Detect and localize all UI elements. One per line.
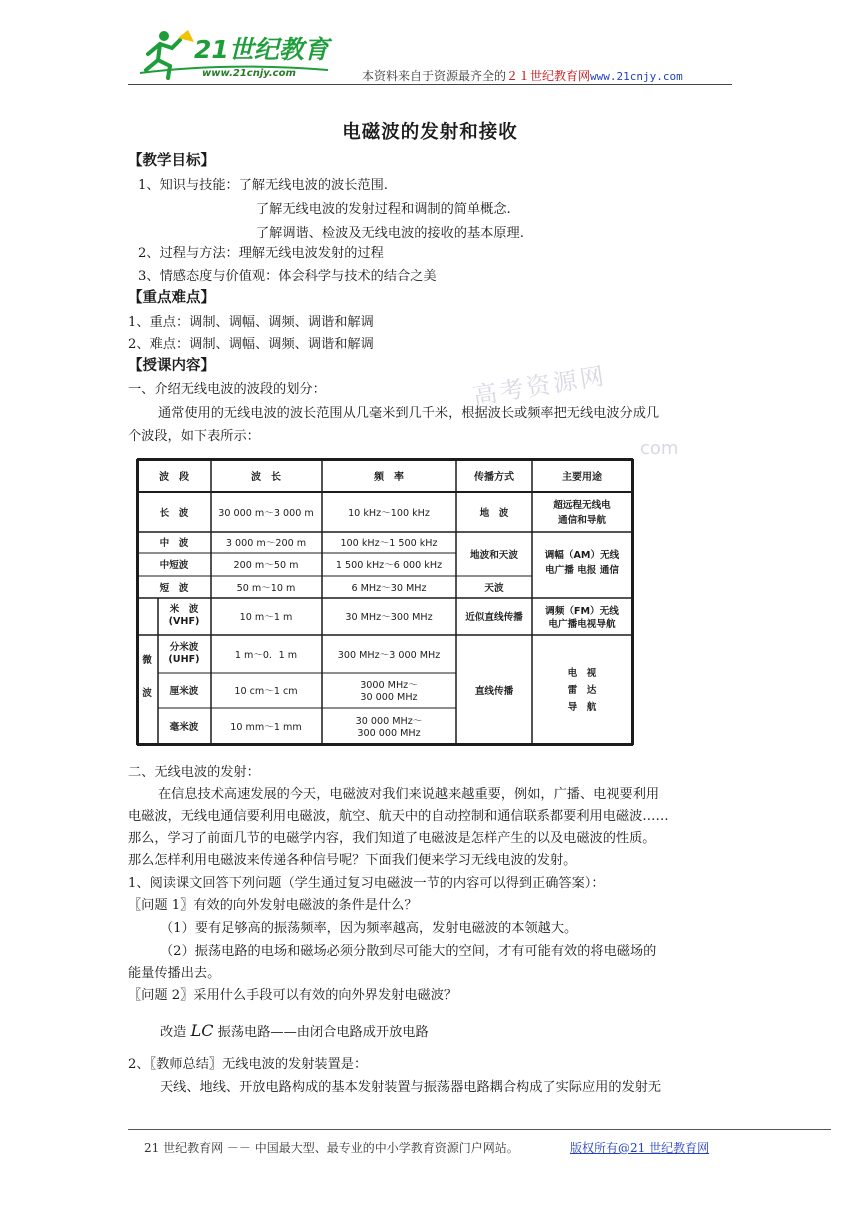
content-heading: 【授课内容】 — [128, 357, 215, 374]
paragraph-2-line-4: 那么怎样利用电磁波来传递各种信号呢？下面我们便来学习无线电波的发射。 — [128, 853, 577, 868]
use-am-2: 电广播 电报 通信 — [545, 565, 619, 576]
use-am-1: 调幅（AM）无线 — [544, 550, 620, 561]
header-divider — [128, 84, 732, 85]
table-row-band: 毫米波 — [169, 722, 199, 733]
table-row-frequency: 100 kHz～1 500 kHz — [340, 538, 438, 549]
answer-2-line-2: 能量传播出去。 — [128, 966, 221, 981]
use-navigation: 导 航 — [567, 702, 597, 713]
header-note-prefix: 本资料来自于资源最齐全的 — [362, 69, 507, 83]
paragraph-1-line-1: 通常使用的无线电波的波长范围从几毫米到几千米，根据波长或频率把无线电波分成几 — [158, 406, 660, 421]
table-row-band-code: (VHF) — [168, 616, 200, 627]
paragraph-2-line-3: 那么，学习了前面几节的电磁学内容，我们知道了电磁波是怎样产生的以及电磁波的性质。 — [128, 831, 656, 846]
table-row-frequency-end: 30 000 MHz — [360, 692, 418, 703]
table-row-band: 厘米波 — [169, 686, 199, 697]
table-row-frequency: 30 MHz～300 MHz — [345, 612, 433, 623]
table-row-wavelength: 10 mm～1 mm — [230, 722, 302, 733]
propagation-line: 直线传播 — [474, 686, 514, 697]
propagation-near-line: 近似直线传播 — [465, 612, 523, 623]
use-tv: 电 视 — [567, 668, 597, 679]
table-row-frequency: 300 MHz～3 000 MHz — [337, 650, 441, 661]
table-row-band: 短 波 — [159, 583, 189, 594]
objective-line-3: 了解调谐、检波及无线电波的接收的基本原理. — [256, 226, 524, 241]
header-wavelength: 波 长 — [251, 472, 281, 483]
answer-3-suffix: 振荡电路——由闭合电路成开放电路 — [217, 1025, 429, 1040]
teacher-summary-heading: 2、〖教师总结〗无线电波的发射装置是： — [128, 1057, 368, 1072]
answer-1: （1）要有足够高的振荡频率，因为频率越高，发射电磁波的本领越大。 — [160, 921, 578, 936]
section-1-heading: 一、介绍无线电波的波段的划分： — [128, 382, 326, 397]
objective-line-2: 了解无线电波的发射过程和调制的简单概念. — [256, 202, 511, 217]
header-note-brand[interactable]: ２１世纪教育网 — [506, 69, 591, 83]
footer-text: 21 世纪教育网 －－ 中国最大型、最专业的中小学教育资源门户网站。 — [144, 1141, 519, 1155]
answer-3-prefix: 改造 — [160, 1025, 187, 1040]
footer-copyright-link[interactable]: 版权所有@21 世纪教育网 — [570, 1141, 710, 1155]
question-2: 〖问题 2〗采用什么手段可以有效的向外界发射电磁波？ — [128, 988, 458, 1003]
paragraph-1-line-2: 个波段，如下表所示： — [128, 429, 260, 444]
paragraph-2-line-2: 电磁波，无线电通信要利用电磁波，航空、航天中的自动控制和通信联系都要利用电磁波…… — [128, 809, 669, 824]
lc-symbol: LC — [190, 1021, 214, 1040]
table-row-band: 米 波 — [169, 604, 199, 615]
header-uses: 主要用途 — [562, 472, 602, 483]
paragraph-2-line-1: 在信息技术高速发展的今天，电磁波对我们来说越来越重要，例如，广播、电视要利用 — [158, 787, 660, 802]
footer-divider — [128, 1129, 831, 1130]
watermark-com: com — [640, 438, 679, 459]
table-row-frequency: 3000 MHz～ — [360, 680, 418, 691]
header-propagation: 传播方式 — [474, 472, 514, 483]
answer-2-line-1: （2）振荡电路的电场和磁场必须分散到尽可能大的空间，才有可能有效的将电磁场的 — [160, 944, 657, 959]
table-row-wavelength: 30 000 m～3 000 m — [218, 508, 314, 519]
use-fm-1: 调频（FM）无线 — [545, 606, 619, 617]
table-row-frequency: 30 000 MHz～ — [355, 716, 423, 727]
objective-line-1: 1、知识与技能：了解无线电波的波长范围. — [138, 178, 388, 193]
use-radar: 雷 达 — [567, 685, 597, 696]
keypoint-line-1: 1、重点：调制、调幅、调频、调谐和解调 — [128, 315, 374, 330]
section-2-heading: 二、无线电波的发射： — [128, 765, 260, 780]
header-note-url[interactable]: www.21cnjy.com — [590, 70, 683, 83]
table-row-band-code: (UHF) — [168, 654, 200, 665]
table-row-frequency: 10 kHz～100 kHz — [348, 508, 430, 519]
objective-line-4: 2、过程与方法：理解无线电波发射的过程 — [138, 246, 384, 261]
wave-band-table — [136, 458, 634, 746]
teacher-summary-text: 天线、地线、开放电路构成的基本发射装置与振荡器电路耦合构成了实际应用的发射无 — [160, 1080, 662, 1095]
use-fm-2: 电广播电视导航 — [548, 619, 616, 630]
keypoint-line-2: 2、难点：调制、调幅、调频、调谐和解调 — [128, 337, 374, 352]
propagation-ground: 地 波 — [479, 508, 509, 519]
table-row-wavelength: 50 m～10 m — [236, 583, 296, 594]
logo-url: www.21cnjy.com — [202, 68, 296, 79]
table-row-frequency-end: 300 000 MHz — [357, 728, 421, 739]
table-row-band: 中短波 — [159, 560, 189, 571]
microwave-label-2: 波 — [142, 688, 152, 699]
use-long-1: 超远程无线电 — [553, 500, 611, 511]
table-row-wavelength: 3 000 m～200 m — [225, 538, 307, 549]
table-row-wavelength: 1 m～0．1 m — [234, 650, 298, 661]
microwave-label-1: 微 — [142, 655, 152, 666]
table-row-wavelength: 10 cm～1 cm — [234, 686, 298, 697]
table-row-wavelength: 200 m～50 m — [233, 560, 299, 571]
table-row-wavelength: 10 m～1 m — [239, 612, 293, 623]
use-long-2: 通信和导航 — [558, 515, 606, 526]
objectives-heading: 【教学目标】 — [128, 152, 215, 169]
watermark-text: 高考资源网 — [471, 361, 609, 411]
table-row-frequency: 6 MHz～30 MHz — [351, 583, 427, 594]
question-1: 〖问题 1〗有效的向外发射电磁波的条件是什么？ — [128, 898, 418, 913]
header-note — [362, 67, 683, 84]
table-row-band: 分米波 — [169, 642, 199, 653]
objective-line-5: 3、情感态度与价值观：体会科学与技术的结合之美 — [138, 269, 437, 284]
keypoints-heading: 【重点难点】 — [128, 289, 215, 306]
logo-text: 21世纪教育 — [194, 35, 329, 64]
table-row-frequency: 1 500 kHz～6 000 kHz — [335, 560, 443, 571]
table-row-band: 长 波 — [159, 508, 189, 519]
document-title: 电磁波的发射和接收 — [342, 122, 518, 143]
question-intro: 1、阅读课文回答下列问题（学生通过复习电磁波一节的内容可以得到正确答案）： — [128, 876, 605, 891]
propagation-sky: 天波 — [484, 583, 504, 594]
header-frequency: 频 率 — [374, 472, 404, 483]
table-row-band: 中 波 — [159, 538, 189, 549]
site-logo — [138, 26, 338, 82]
header-band: 波 段 — [159, 472, 189, 483]
propagation-ground-sky: 地波和天波 — [470, 550, 518, 561]
answer-3 — [160, 1022, 429, 1042]
